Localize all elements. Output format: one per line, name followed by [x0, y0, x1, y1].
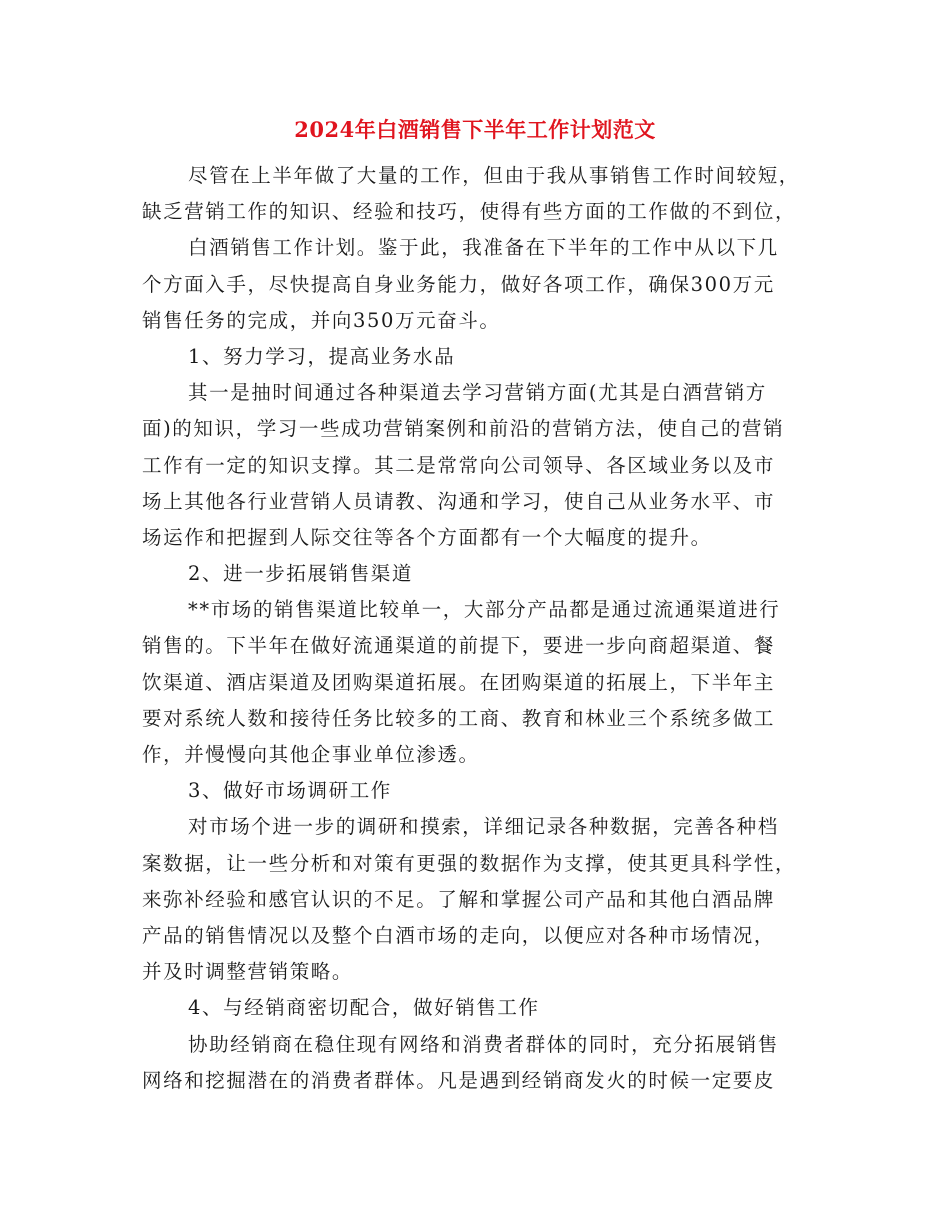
text-line: 对市场个进一步的调研和摸索，详细记录各种数据，完善各种档: [188, 815, 779, 839]
text-line: 销售的。下半年在做好流通渠道的前提下，要进一步向商超渠道、餐: [142, 634, 776, 658]
document-title: 2024年白酒销售下半年工作计划范文: [294, 117, 656, 142]
text-line: 作，并慢慢向其他企事业单位渗透。: [142, 743, 480, 766]
text-line: 面)的知识，学习一些成功营销案例和前沿的营销方法，使自己的营销: [142, 417, 785, 441]
text-line: 协助经销商在稳住现有网络和消费者群体的同时，充分拓展销售: [188, 1032, 779, 1056]
text-line: 工作有一定的知识支撑。其二是常常向公司领导、各区域业务以及市: [142, 453, 776, 477]
text-line: 饮渠道、酒店渠道及团购渠道拓展。在团购渠道的拓展上，下半年主: [142, 670, 776, 694]
text-line: 销售任务的完成，并向350万元奋斗。: [142, 308, 501, 332]
text-line: 要对系统人数和接待任务比较多的工商、教育和林业三个系统多做工: [142, 706, 776, 730]
text-line: 其一是抽时间通过各种渠道去学习营销方面(尤其是白酒营销方: [188, 381, 767, 405]
text-line: 白酒销售工作计划。鉴于此，我准备在下半年的工作中从以下几: [188, 236, 779, 260]
text-line: 案数据，让一些分析和对策有更强的数据作为支撑，使其更具科学性，: [142, 851, 797, 875]
text-line: 尽管在上半年做了大量的工作，但由于我从事销售工作时间较短，: [188, 164, 800, 187]
text-line: 2、进一步拓展销售渠道: [188, 562, 414, 586]
text-line: **市场的销售渠道比较单一，大部分产品都是通过流通渠道进行: [188, 598, 781, 622]
text-line: 场运作和把握到人际交往等各个方面都有一个大幅度的提升。: [142, 525, 712, 549]
text-line: 场上其他各行业营销人员请教、沟通和学习，使自己从业务水平、市: [142, 489, 776, 513]
document-body: [142, 158, 814, 1099]
text-line: 个方面入手，尽快提高自身业务能力，做好各项工作，确保300万元: [142, 272, 775, 296]
text-line: 缺乏营销工作的知识、经验和技巧，使得有些方面的工作做的不到位，: [142, 200, 797, 224]
text-line: 4、与经销商密切配合，做好销售工作: [188, 996, 540, 1020]
text-line: 1、努力学习，提高业务水品: [188, 344, 456, 368]
text-line: 来弥补经验和感官认识的不足。了解和掌握公司产品和其他白酒品牌: [142, 887, 776, 911]
text-line: 网络和挖掘潜在的消费者群体。凡是遇到经销商发火的时候一定要皮: [142, 1068, 776, 1092]
text-line: 并及时调整营销策略。: [142, 960, 354, 984]
text-line: 3、做好市场调研工作: [188, 779, 392, 803]
text-line: 产品的销售情况以及整个白酒市场的走向，以便应对各种市场情况，: [142, 923, 776, 947]
